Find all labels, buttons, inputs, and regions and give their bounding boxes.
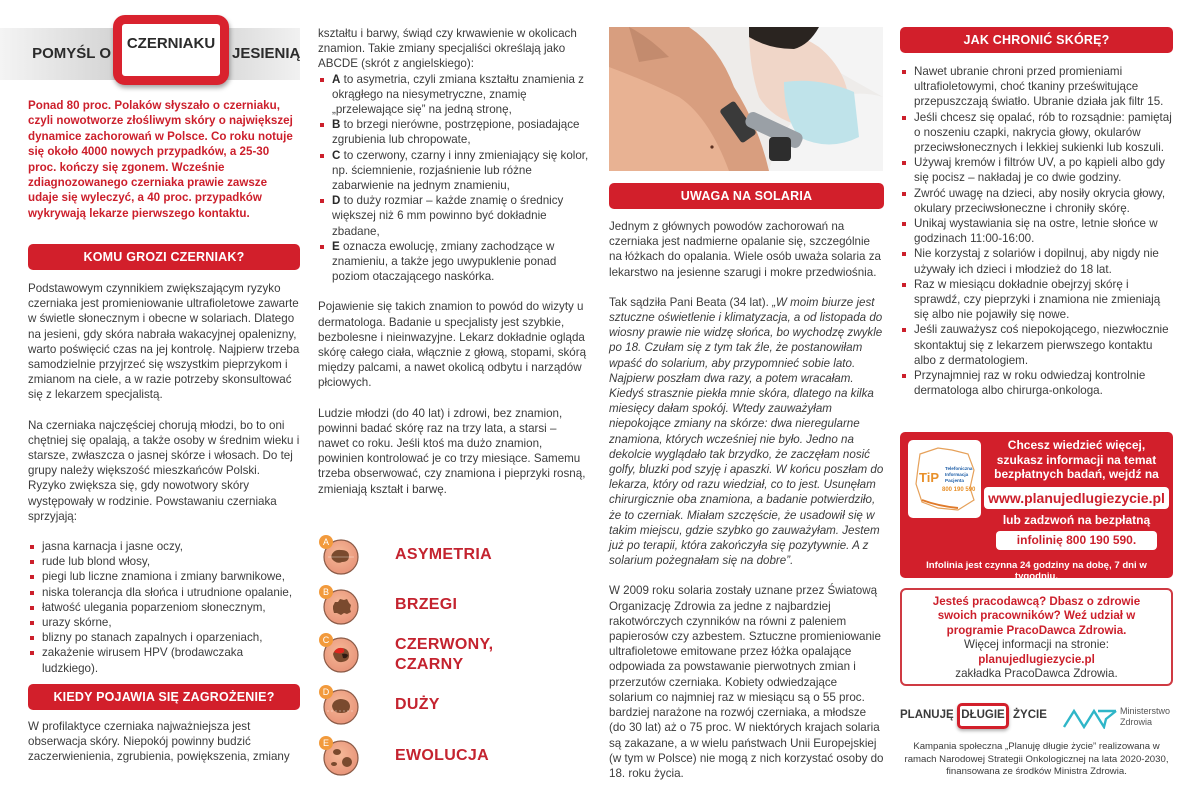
tip-logo <box>908 440 981 518</box>
title-right: JESIENIĄ <box>232 45 301 62</box>
solaria-paragraph-3: W 2009 roku solaria zostały uznane przez Światową Organizację Zdrowia za jedne z najbardziej rakotwórczych czynników na równi z paleniem papierosów czy azbestem. Sztuczne promieniowanie ultrafioletowe emitowane przez łóżka opalające odpowiada za powstawanie pierwotnych zmian i przerzutów czerniaka. Kobiety odwiedzające solarium co najmniej raz w miesiącu są o 55 proc. bardziej narażone na rozwój czerniaka, a młodsze (do 30 lat) aż o 75 proc. W niektórych krajach solaria są zakazane, a w wielu państwach Unii Europejskiej (w tym w Polsce) nie mogą z nich korzystać osoby do 18. roku życia. <box>609 584 884 780</box>
abcde-letter: C <box>332 148 341 162</box>
list-item: rude lub blond włosy, <box>28 554 300 569</box>
mole-row-e <box>318 735 578 779</box>
mole-row-b <box>318 584 578 628</box>
mole-badge-letter: A <box>322 537 330 547</box>
list-item: Nawet ubranie chroni przed promieniami ultrafioletowymi, choć tkaniny prześwitujące przepuszczają światło. Ubranie działa jak filtr 15. <box>900 64 1173 110</box>
solaria-quote <box>609 295 884 569</box>
abcde-item-b <box>318 117 590 147</box>
mole-label-c-line2: CZARNY <box>395 656 464 673</box>
hotline-hours: Infolinia jest czynna 24 godziny na dobę, 7 dni w tygodniu. <box>926 560 1147 582</box>
abcde-text: to brzegi nierówne, postrzępione, posiadające zgrubienia lub chropowate, <box>332 118 580 147</box>
abcde-list <box>318 72 590 285</box>
abcde-text: to duży rozmiar – każde znamię o średnicy większej niż 6 mm powinno być dokładnie zbadane, <box>332 194 564 238</box>
threat-paragraph-1-continued: kształtu i barwy, świąd czy krwawienie w okolicach znamion. Takie zmiany specjaliści określają jako ABCDE (skrót z angielskiego): <box>318 27 577 71</box>
info-text <box>984 438 1169 550</box>
risk-paragraph-1: Podstawowym czynnikiem zwiększającym ryzyko czerniaka jest promieniowanie ultrafioletowe zawarte w świetle słonecznym i obecne w solariach. Dlatego na jesieni, gdy skóra nabrała wakacyjnej opalenizny, warto poświęcić czas na jej kontrolę. Najpierw trzeba samodzielnie przyjrzeć się wszystkim pieprzykom i zmianom na ciele, a w razie potrzeby skonsultować się z lekarzem specjalistą. <box>28 282 300 402</box>
abcde-letter: D <box>332 194 341 208</box>
mole-badge-letter: E <box>322 738 330 748</box>
abcde-letter: E <box>332 239 340 253</box>
employer-invite: Jesteś pracodawcą? Dbasz o zdrowie swoich pracowników? Weź udział w programie PracoDawca Zdrowia. <box>932 595 1141 637</box>
campaign-logo-w2: DŁUGIE <box>957 703 1009 729</box>
mole-badge-letter: C <box>322 635 330 645</box>
title-left: POMYŚL O <box>32 45 111 62</box>
list-item: Unikaj wystawiania się na ostre, letnie słońce w godzinach 11:00-16:00. <box>900 216 1173 246</box>
mole-row-c <box>318 632 578 676</box>
protect-section <box>900 27 1173 398</box>
tip-abbr: TiP <box>919 470 939 485</box>
tip-line2: Informacja <box>945 472 969 477</box>
abcde-item-a <box>318 72 590 118</box>
risk-section <box>28 244 300 764</box>
quote-text: „W moim biurze jest sztuczne oświetlenie i klimatyzacja, a od listopada do wiosny prawie nie widzę słońca, bo wychodzę zwykle po 18. Czułam się z tym tak źle, że postanowiłam wpaść do solarium, aby przypomnieć sobie lato. Najpierw poszłam dwa razy, a potem wracałam. Kiedyś strasznie piekła mnie skóra, dlatego na kilka miesięcy dałam spokój. Wtedy zauważyłam niepokojące zmiany na skórze: dwa nieregularne znamiona, których wcześniej nie było. Jedno na dekolcie wyglądało tak brzydko, że zaczęłam nosić golfy, bluzki pod szyję i apaszki. W końcu poszłam do lekarza, który od razu wiedział, co to jest. Usunęłam chirurgicznie oba znamiona, a badanie potwierdziło, że to czerniak. Miałam szczęście, że usadowił się w takim miejscu, gdzie szybko go zauważyłam. Jestem już po terapii, która zakończyła się pozytywnie. A z solarium pożegnałam się na dobre”. <box>609 295 884 568</box>
website-link[interactable]: www.planujedlugiezycie.pl <box>984 487 1169 509</box>
solaria-paragraph-1: Jednym z głównych powodów zachorowań na czerniaka jest nadmierne opalanie się, szczególnie na łóżkach do opalania. Wiele osób uważa solaria za lekarstwo na jesienne szarugi i mokre przedwiośnia. <box>609 220 881 279</box>
info-question: Chcesz wiedzieć więcej, szukasz informacji na temat bezpłatnych badań, wejdź na <box>994 438 1159 481</box>
info-box <box>900 432 1173 582</box>
solaria-heading: UWAGA NA SOLARIA <box>609 183 884 209</box>
employer-more: Więcej informacji na stronie: <box>964 638 1109 652</box>
abcde-letter: B <box>332 118 341 132</box>
abcde-item-e <box>318 239 590 285</box>
risk-factor-list <box>28 539 300 676</box>
threat-heading: KIEDY POJAWIA SIĘ ZAGROŻENIE? <box>28 684 300 710</box>
dermatologist-photo <box>609 27 883 171</box>
mole-label-a: ASYMETRIA <box>395 546 492 563</box>
list-item: jasna karnacja i jasne oczy, <box>28 539 300 554</box>
title-highlight-word: CZERNIAKU <box>126 35 216 52</box>
risk-paragraph-2: Na czerniaka najczęściej chorują młodzi, bo to oni chętniej się opalają, a także osoby w średnim wieku i starsze, zwłaszcza o jasnej skórze i włosach. Do tej grupy należy większość mieszkańców Polski. Ryzyko zwiększa się, gdy nowotwory skóry występowały w rodzinie. Powstawaniu czerniaka sprzyjają: <box>28 418 300 523</box>
protect-heading: JAK CHRONIĆ SKÓRĘ? <box>900 27 1173 53</box>
list-item: łatwość ulegania poparzeniom słonecznym, <box>28 600 300 615</box>
info-call: lub zadzwoń na bezpłatną <box>1002 512 1151 527</box>
campaign-logo-w3: ŻYCIE <box>1013 709 1047 721</box>
risk-heading: KOMU GROZI CZERNIAK? <box>28 244 300 270</box>
list-item: piegi lub liczne znamiona i zmiany barwnikowe, <box>28 569 300 584</box>
mole-border-icon <box>318 584 360 626</box>
abcde-letter: A <box>332 72 341 86</box>
mole-label-b: BRZEGI <box>395 596 458 613</box>
list-item: Raz w miesiącu dokładnie obejrzyj skórę i sprawdź, czy pieprzyki i znamiona nie zmieniają się albo nie pojawiły się nowe. <box>900 277 1173 323</box>
mole-evolution-icon <box>318 735 360 777</box>
ministry-line2: Zdrowia <box>1120 716 1153 727</box>
list-item: blizny po stanach zapalnych i oparzeniach, <box>28 630 300 645</box>
threat-continued <box>318 26 590 497</box>
mole-badge-letter: D <box>322 687 330 697</box>
ministry-line1: Ministerstwo <box>1120 706 1171 716</box>
list-item: Przynajmniej raz w roku odwiedzaj kontrolnie dermatologa albo chirurga-onkologa. <box>900 368 1173 398</box>
abcde-text: to czerwony, czarny i inny zmieniający się kolor, np. ściemnienie, rozjaśnienie lub różne zabarwienie na jednym znamieniu, <box>332 148 589 193</box>
tip-number: 800 190 590 <box>942 487 976 493</box>
list-item: Jeśli chcesz się opalać, rób to rozsądnie: pamiętaj o noszeniu czapki, nakrycia głowy, okularów przeciwsłonecznych i lekkiej sukienki lub koszuli. <box>900 110 1173 156</box>
employer-box <box>900 588 1173 686</box>
lead-paragraph: Ponad 80 proc. Polaków słyszało o czerniaku, czyli nowotworze złośliwym skóry o największej dynamice zachorowań w Polsce. Co roku notuje się około 4000 nowych przypadków, a 25-30 proc. kończy się zgonem. Wcześnie zdiagnozowanego czerniaka prawie zawsze udaje się wyleczyć, a 40 proc. przypadków wykrywają lekarze pierwszego kontaktu. <box>28 99 293 220</box>
title-highlight-box <box>113 15 229 85</box>
list-item: urazy skórne, <box>28 615 300 630</box>
mole-diameter-icon <box>318 684 360 726</box>
logos-row <box>900 703 1173 733</box>
list-item: niska tolerancja dla słońca i utrudnione opalanie, <box>28 585 300 600</box>
mole-color-icon <box>318 632 360 674</box>
abcde-item-d <box>318 193 590 239</box>
tip-line1: Telefoniczna <box>945 466 973 471</box>
list-item: Jeśli zauważysz coś niepokojącego, niezwłocznie skontaktuj się z lekarzem pierwszego kontaktu albo z dermatologiem. <box>900 322 1173 368</box>
mole-label-d: DUŻY <box>395 696 440 713</box>
ministry-logo-text <box>1120 706 1170 727</box>
campaign-footer: Kampania społeczna „Planuję długie życie” realizowana w ramach Narodowej Strategii Onkologicznej na lata 2020-2030, finansowana ze środków Ministra Zdrowia. <box>904 741 1169 777</box>
threat-paragraph-3: Ludzie młodzi (do 40 lat) i zdrowi, bez znamion, powinni badać skórę raz na trzy lata, a starsi – nawet co roku. Jeśli ktoś ma dużo znamion, powinien kontrolować je co trzy miesiące. Samemu trzeba obserwować, czy znamiona i pieprzyki rosną, zmieniają kształt i barwę. <box>318 406 586 496</box>
dermatoscope-exam-image <box>609 27 883 171</box>
mole-row-d <box>318 684 578 728</box>
protect-list <box>900 64 1173 398</box>
abcde-text: to asymetria, czyli zmiana kształtu znamienia z okrągłego na niesymetryczne, znamię „przelewające się” na jedną stronę, <box>332 72 584 117</box>
hotline-number[interactable]: infolinię 800 190 590. <box>996 531 1157 550</box>
list-item: Zwróć uwagę na dzieci, aby nosiły okrycia głowy, okulary przeciwsłoneczne i chroniły skórę. <box>900 186 1173 216</box>
quote-intro: Tak sądziła Pani Beata (34 lat). <box>609 295 769 309</box>
ministry-logo-icon <box>1062 707 1118 729</box>
solaria-section <box>609 183 884 781</box>
list-item: Nie korzystaj z solariów i dopilnuj, aby nigdy nie używały ich dzieci i młodzież do 18 lat. <box>900 246 1173 276</box>
campaign-logo-w1: PLANUJĘ <box>900 709 954 721</box>
mole-label-c-line1: CZERWONY, <box>395 636 494 653</box>
mole-asymmetry-icon <box>318 534 360 576</box>
mole-row-a <box>318 534 578 578</box>
employer-link[interactable]: planujedlugiezycie.pl <box>978 652 1095 666</box>
threat-paragraph-1: W profilaktyce czerniaka najważniejsza jest obserwacja skóry. Niepokój powinny budzić zaczerwienienia, zgrubienia, powiększenia, zmiany <box>28 719 290 764</box>
threat-paragraph-2: Pojawienie się takich znamion to powód do wizyty u dermatologa. Badanie u specjalisty jest szybkie, bezbolesne i nieinwazyjne. Lekarz dokładnie ogląda skórę całego ciała, włącznie z głową, stopami, skórą między palcami, a nawet okolicą odbytu i narządów płciowych. <box>318 300 587 390</box>
mole-badge-letter: B <box>322 587 330 597</box>
mole-label-e: EWOLUCJA <box>395 747 489 764</box>
tip-line3: Pacjenta <box>945 478 964 483</box>
abcde-item-c <box>318 148 590 194</box>
list-item: Używaj kremów i filtrów UV, a po kąpieli albo gdy się pocisz – nakładaj je co dwie godziny. <box>900 155 1173 185</box>
employer-tab: zakładka PracoDawca Zdrowia. <box>955 667 1118 681</box>
mole-label-c <box>395 635 493 675</box>
abcde-text: oznacza ewolucję, zmiany zachodzące w znamieniu, a także jego uwypuklenie ponad poziom otaczającego naskórka. <box>332 239 557 284</box>
list-item: zakażenie wirusem HPV (brodawczaka ludzkiego). <box>28 645 300 675</box>
poland-map-icon <box>908 440 981 518</box>
